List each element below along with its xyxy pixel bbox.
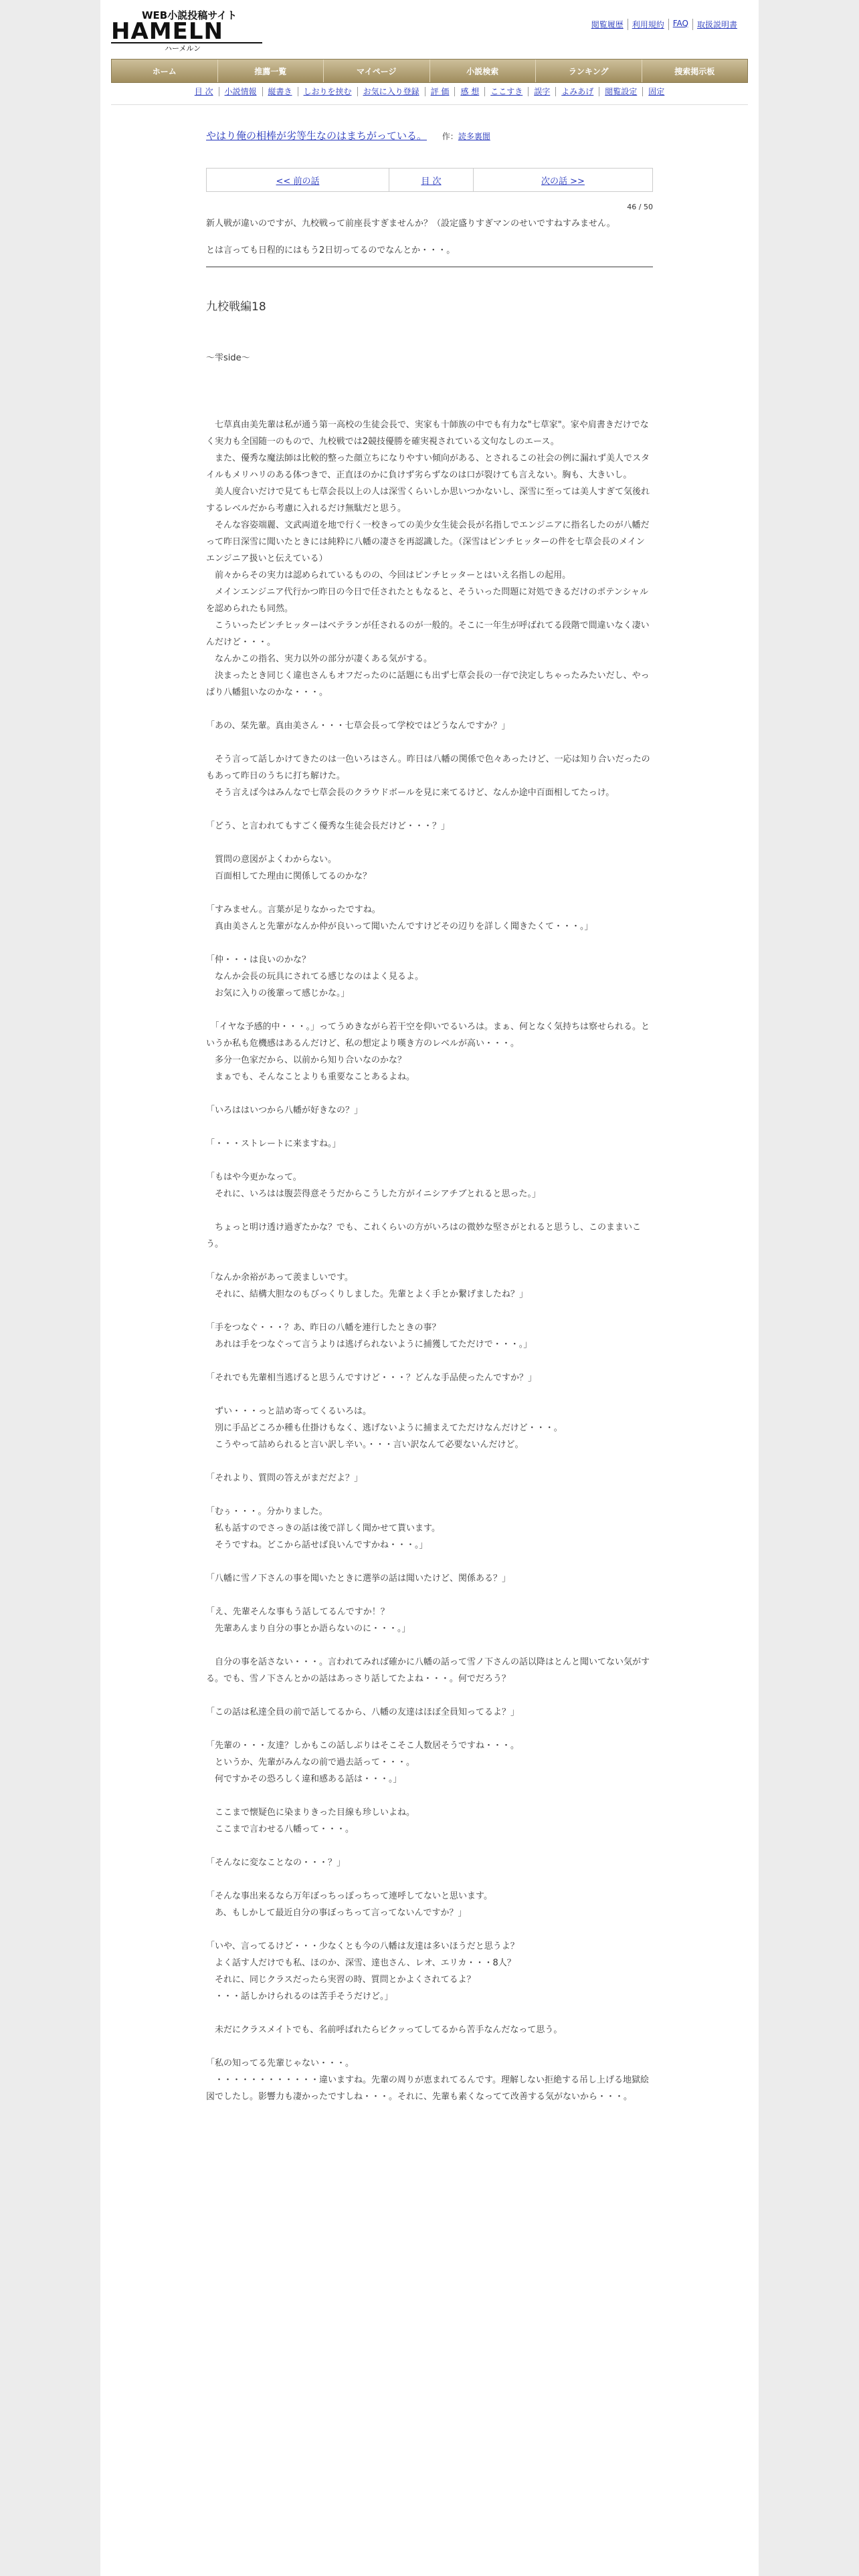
body-paragraph bbox=[206, 835, 653, 851]
body-paragraph: そうですね。どこから話せば良いんですかね・・・。」 bbox=[206, 1540, 428, 1550]
body-paragraph: 「先輩の・・・友達？しかもこの話しぶりはそこそこ人数居そうですね・・・。 bbox=[206, 1741, 520, 1751]
body-paragraph: 決まったとき同じく違也さんもオフだったのに話題にも出ず七草会長の一存で決定しちゃったみたいだし、やっぱり八幡狙いなのかな・・・。 bbox=[206, 671, 650, 697]
body-paragraph: 「この話は私達全員の前で話してるから、八幡の友達はほぼ全員知ってるよ？」 bbox=[206, 1707, 520, 1717]
logo-graphic bbox=[111, 7, 265, 53]
body-paragraph bbox=[206, 1788, 653, 1804]
faq-link[interactable]: FAQ bbox=[668, 19, 692, 30]
body-paragraph: あ、もしかして最近自分の事ぼっちって言ってないんですか？」 bbox=[206, 1908, 467, 1918]
body-paragraph: 何ですかその恐ろしく違和感ある話は・・・。」 bbox=[206, 1774, 402, 1784]
body-paragraph bbox=[206, 701, 653, 718]
body-paragraph: メインエンジニア代行かつ昨日の今日で任されたともなると、そういった問題に対処できるだけのポテンシャルを認められたも同然。 bbox=[206, 587, 649, 614]
author-link[interactable]: 読多裏闇 bbox=[458, 132, 490, 141]
nav-search[interactable]: 小説検索 bbox=[430, 60, 536, 82]
history-link[interactable]: 閲覧履歴 bbox=[591, 20, 624, 29]
site-header bbox=[100, 0, 759, 59]
body-paragraph: というか、先輩がみんなの前で過去話って・・・。 bbox=[206, 1757, 415, 1767]
body-paragraph bbox=[206, 366, 653, 383]
body-paragraph bbox=[206, 1553, 653, 1570]
body-paragraph bbox=[206, 1085, 653, 1102]
body-paragraph: 質問の意図がよくわからない。 bbox=[206, 855, 337, 865]
site-logo[interactable] bbox=[111, 7, 265, 53]
body-paragraph bbox=[206, 400, 653, 417]
next-episode-link[interactable]: 次の話 >> bbox=[473, 169, 652, 191]
body-paragraph: お気に入りの後輩って感じかな。」 bbox=[206, 988, 350, 998]
novel-subnav bbox=[111, 87, 748, 105]
nav-ranking[interactable]: ランキング bbox=[535, 60, 642, 82]
novel-content bbox=[206, 127, 653, 2105]
body-paragraph: それに、結構大胆なのもびっくりしました。先輩とよく手とか繋げましたね？」 bbox=[206, 1289, 529, 1299]
nav-mypage[interactable]: マイページ bbox=[323, 60, 430, 82]
subnav-toc[interactable]: 目 次 bbox=[194, 87, 213, 96]
terms-link[interactable]: 利用規約 bbox=[628, 19, 668, 30]
body-paragraph: それに、いろはは腹芸得意そうだからこうした方がイニシアチブとれると思った。」 bbox=[206, 1189, 541, 1199]
body-paragraph bbox=[206, 1002, 653, 1018]
subnav-readaloud[interactable]: よみあげ bbox=[555, 87, 599, 96]
body-paragraph bbox=[206, 1152, 653, 1169]
body-paragraph: ここまで懐疑色に染まりきった目線も珍しいよね。 bbox=[206, 1808, 415, 1818]
body-paragraph: 「八幡に雪ノ下さんの事を聞いたときに選挙の話は聞いたけど、関係ある？」 bbox=[206, 1574, 511, 1584]
body-paragraph bbox=[206, 801, 653, 818]
body-paragraph: 「すみません。言葉が足りなかったですね。 bbox=[206, 905, 381, 915]
body-paragraph: 百面相してた理由に関係してるのかな？ bbox=[206, 871, 372, 881]
toc-link[interactable]: 目 次 bbox=[389, 169, 473, 191]
body-paragraph: よく話す人だけでも私、ほのか、深雪、達也さん、レオ、エリカ・・・8人？ bbox=[206, 1958, 516, 1968]
body-paragraph bbox=[206, 1453, 653, 1470]
body-paragraph: ちょっと明け透け過ぎたかな？でも、これくらいの方がいろはの微妙な堅さがとれると思うし、このままいこう。 bbox=[206, 1222, 642, 1249]
body-paragraph: 「いや、言ってるけど・・・少なくとも今の八幡は友達は多いほうだと思うよ？ bbox=[206, 1941, 519, 1951]
body-paragraph bbox=[206, 1637, 653, 1654]
foreword-line: とは言っても日程的にはもう2日切ってるのでなんとか・・・。 bbox=[206, 245, 456, 255]
body-paragraph: ・・・話しかけられるのは苦手そうだけど。」 bbox=[206, 1992, 393, 2002]
body-paragraph bbox=[206, 935, 653, 952]
body-paragraph bbox=[206, 885, 653, 901]
nav-board[interactable]: 捜索掲示板 bbox=[642, 60, 748, 82]
subnav-rate[interactable]: 評 価 bbox=[425, 87, 455, 96]
body-paragraph: 「それでも先輩相当逃げると思うんですけど・・・？どんな手品使ったんですか？」 bbox=[206, 1373, 537, 1383]
body-paragraph: なんかこの指名、実力以外の部分が凄くある気がする。 bbox=[206, 654, 433, 664]
body-paragraph: 美人度合いだけで見ても七草会長以上の人は深雪くらいしか思いつかないし、深雪に至っては美人すぎて気後れするレベルだから考慮に入れるだけ無駄だと思う。 bbox=[206, 487, 650, 514]
novel-body bbox=[206, 350, 653, 2105]
body-paragraph bbox=[206, 1202, 653, 1219]
body-paragraph: 「むぅ・・・。分かりました。 bbox=[206, 1507, 328, 1517]
body-paragraph bbox=[206, 383, 653, 400]
body-paragraph: また、優秀な魔法師は比較的整った顔立ちになりやすい傾向がある、とされるこの社会の例に漏れず美人でスタイルもメリハリのある体つきで、正直ほのかに負けず劣らずなのは口が裂けても言えない。胸も、大きいし。 bbox=[206, 453, 650, 480]
subnav-typo[interactable]: 誤字 bbox=[528, 87, 555, 96]
body-paragraph: 「え、先輩そんな事もう話してるんですか！？ bbox=[206, 1607, 389, 1617]
subnav-kokosuki[interactable]: ここすき bbox=[484, 87, 528, 96]
subnav-info[interactable]: 小説情報 bbox=[219, 87, 262, 96]
body-paragraph: こうやって詰められると言い訳し辛い。・・・言い訳なんて必要ないんだけど。 bbox=[206, 1440, 524, 1450]
body-paragraph bbox=[206, 1838, 653, 1854]
manual-link[interactable]: 取扱説明書 bbox=[692, 19, 741, 30]
body-paragraph: ずい・・・っと詰め寄ってくるいろは。 bbox=[206, 1406, 372, 1416]
body-paragraph bbox=[206, 1303, 653, 1319]
body-paragraph: 自分の事を話さない・・・。言われてみれば確かに八幡の話って雪ノ下さんの話以降はとんと聞いてない気がする。でも、雪ノ下さんとかの話はあっさり話してたよね・・・。何でだろう？ bbox=[206, 1657, 650, 1684]
body-paragraph: ・・・・・・・・・・・・違いますね。先輩の周りが恵まれてるんです。理解しない拒絶する吊し上げる地獄絵図でしたし。影響力も凄かったですしね・・・。それに、先輩も素くなってて改善する気がないから・・・。 bbox=[206, 2075, 649, 2102]
top-links bbox=[587, 19, 741, 30]
page bbox=[100, 0, 759, 2576]
body-paragraph bbox=[206, 1871, 653, 1888]
body-paragraph: こういったピンチヒッターはベテランが任されるのが一般的。そこに一年生が呼ばれてる段階で間違いなく凄いんだけど・・・。 bbox=[206, 621, 650, 647]
novel-title-row bbox=[206, 128, 653, 142]
body-paragraph: 先輩あんまり自分の事とか語らないのに・・・。」 bbox=[206, 1624, 411, 1634]
body-paragraph: 多分一色家だから、以前から知り合いなのかな？ bbox=[206, 1055, 407, 1065]
body-paragraph: そんな容姿端麗、文武両道を地で行く一校きっての美少女生徒会長が名指しでエンジニアに指名したのが八幡だって昨日深雪に聞いたときには純粋に八幡の凄さを再認識した。（深雪はピンチヒッターの件を七草会長のメインエンジニア扱いと伝えている） bbox=[206, 520, 650, 564]
author-prefix: 作： bbox=[442, 132, 458, 141]
body-paragraph bbox=[206, 1721, 653, 1737]
body-paragraph: 「もはや今更かなって。 bbox=[206, 1172, 302, 1182]
body-paragraph: 「いろははいつから八幡が好きなの？」 bbox=[206, 1105, 363, 1115]
body-paragraph bbox=[206, 734, 653, 751]
logo-main-text: HAMELN bbox=[111, 18, 223, 45]
body-paragraph: 「そんな事出来るなら万年ぼっちっぽっちって連呼してないと思います。 bbox=[206, 1891, 492, 1901]
body-paragraph bbox=[206, 2038, 653, 2055]
body-paragraph: まぁでも、そんなことよりも重要なことあるよね。 bbox=[206, 1072, 415, 1082]
foreword-line: 新人戦が違いのですが、九校戦って前座長すぎませんか？（設定盛りすぎマンのせいですねすみません。 bbox=[206, 219, 615, 229]
body-paragraph bbox=[206, 1921, 653, 1938]
body-paragraph: そう言って話しかけてきたのは一色いろはさん。昨日は八幡の関係で色々あったけど、一応は知り合いだったのもあって昨日のうちに打ち解けた。 bbox=[206, 754, 650, 781]
body-paragraph bbox=[206, 2005, 653, 2022]
body-paragraph: 私も話すのでさっきの話は後で詳しく聞かせて貰います。 bbox=[206, 1523, 440, 1533]
body-paragraph: 前々からその実力は認められているものの、今回はピンチヒッターとはいえ名指しの起用。 bbox=[206, 570, 571, 580]
logo-sub-text: WEB小説投稿サイト bbox=[142, 9, 237, 21]
subnav-vertical[interactable]: 縦書き bbox=[262, 87, 298, 96]
body-paragraph bbox=[206, 1687, 653, 1704]
body-paragraph bbox=[206, 1119, 653, 1136]
body-paragraph: なんか会長の玩具にされてる感じなのはよく見るよ。 bbox=[206, 972, 424, 982]
body-paragraph: 未だにクラスメイトでも、名前呼ばれたらビクッってしてるから苦手なんだなって思う。 bbox=[206, 2025, 563, 2035]
body-paragraph: 「どう、と言われてもすごく優秀な生徒会長だけど・・・？」 bbox=[206, 821, 450, 831]
nav-recommend[interactable]: 推薦一覧 bbox=[217, 60, 324, 82]
body-paragraph: ここまで言わせる八幡って・・・。 bbox=[206, 1824, 355, 1834]
episode-count: 46 / 50 bbox=[627, 203, 653, 211]
body-paragraph bbox=[206, 1587, 653, 1604]
author-line bbox=[442, 132, 490, 141]
body-paragraph: そう言えば今はみんなで七草会長のクラウドボールを見に来てるけど、なんか途中百面相してたっけ。 bbox=[206, 788, 615, 798]
body-paragraph: 「手をつなぐ・・・？あ、昨日の八幡を連行したときの事？ bbox=[206, 1323, 441, 1333]
global-nav bbox=[111, 59, 748, 83]
subnav-bookmark[interactable]: しおりを挟む bbox=[298, 87, 357, 96]
body-paragraph: 〜雫side〜 bbox=[206, 353, 250, 363]
episode-pager bbox=[206, 168, 653, 192]
prev-episode-link[interactable]: << 前の話 bbox=[276, 176, 320, 187]
body-paragraph: 「イヤな予感的中・・・。」ってうめきながら若干空を仰いでるいろは。まぁ、何となく気持ちは察せられる。というか私も危機感はあるんだけど、私の想定より嘆き方のレベルが高い・・・。 bbox=[206, 1022, 650, 1049]
body-paragraph: 「仲・・・は良いのかな？ bbox=[206, 955, 311, 965]
subnav-pin[interactable]: 固定 bbox=[642, 87, 670, 96]
body-paragraph: 七草真由美先輩は私が通う第一高校の生徒会長で、実家も十師族の中でも有力な"七草家"。家や肩書きだけでなく実力も全国随一のもので、九校戦では2競技優勝を確実視されている文句なしのエース。 bbox=[206, 420, 649, 447]
foreword bbox=[206, 215, 653, 259]
body-paragraph: 真由美さんと先輩がなんか仲が良いって聞いたんですけどその辺りを詳しく聞きたくて・・・。」 bbox=[206, 922, 593, 932]
body-paragraph: それに、同じクラスだったら実習の時、質問とかよくされてるよ？ bbox=[206, 1975, 476, 1985]
body-paragraph: あれは手をつなぐって言うよりは逃げられないように捕獲してただけで・・・。」 bbox=[206, 1339, 533, 1350]
body-paragraph: 「なんか余裕があって羨ましいです。 bbox=[206, 1273, 353, 1283]
body-paragraph bbox=[206, 1353, 653, 1370]
body-paragraph: 「そんなに変なことなの・・・？」 bbox=[206, 1858, 346, 1868]
body-paragraph: 「私の知ってる先輩じゃない・・・。 bbox=[206, 2058, 355, 2068]
body-paragraph: 「あの、栞先輩。真由美さん・・・七草会長って学校ではどうなんですか？」 bbox=[206, 721, 510, 731]
body-paragraph: 別に手品どころか種も仕掛けもなく、逃げないように捕まえてただけなんだけど・・・。 bbox=[206, 1423, 563, 1433]
body-paragraph bbox=[206, 1487, 653, 1503]
foreword-divider bbox=[206, 266, 653, 267]
body-paragraph bbox=[206, 1253, 653, 1269]
subnav-review[interactable]: 感 想 bbox=[454, 87, 484, 96]
logo-kana-text: ハーメルン bbox=[165, 44, 201, 53]
nav-home[interactable]: ホーム bbox=[152, 66, 177, 76]
body-paragraph: 「・・・ストレートに来ますね。」 bbox=[206, 1139, 341, 1149]
novel-title-link[interactable]: やはり俺の相棒が劣等生なのはまちがっている。 bbox=[206, 130, 427, 142]
body-paragraph: 「それより、質問の答えがまだだよ？」 bbox=[206, 1473, 363, 1483]
subnav-settings[interactable]: 閲覧設定 bbox=[599, 87, 642, 96]
body-paragraph bbox=[206, 1386, 653, 1403]
chapter-title: 九校戦編18 bbox=[206, 300, 266, 314]
subnav-favorite[interactable]: お気に入り登録 bbox=[357, 87, 425, 96]
